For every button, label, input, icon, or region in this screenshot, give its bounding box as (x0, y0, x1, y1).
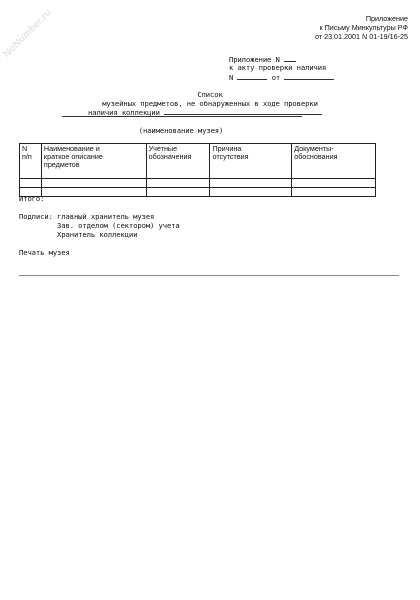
watermark: NoNumber.ru (1, 7, 54, 60)
col-header-reason: Причина отсутствия (210, 144, 292, 179)
table-header-row (20, 144, 376, 179)
museum-caption: (наименование музея) (138, 126, 224, 135)
table-row (20, 179, 376, 188)
document-header (315, 14, 408, 41)
table-cell (210, 188, 292, 197)
act-number-field (237, 72, 267, 80)
col-header-description: Наименование и краткое описание предметов (41, 144, 146, 179)
collection-name-field (164, 107, 322, 115)
collection-label: наличия коллекции (88, 108, 160, 117)
title-subtitle: музейных предметов, не обнаруженных в ходе проверки (102, 99, 318, 108)
totals-label: Итого: (19, 194, 45, 203)
table-cell (146, 179, 210, 188)
act-reference: к акту проверки наличия (229, 63, 327, 72)
table-cell (292, 188, 376, 197)
appendix-number-field (284, 54, 296, 62)
table-cell (41, 188, 146, 197)
table-row (20, 188, 376, 197)
bottom-divider (19, 275, 399, 276)
signature-head-of-accounting: Зав. отделом (сектором) учета (19, 221, 180, 230)
header-line: к Письму Минкультуры РФ (319, 23, 408, 32)
museum-name-line (62, 116, 302, 117)
col-header-documents: Документы- обоснования (292, 144, 376, 179)
appendix-block (229, 54, 334, 81)
signature-chief-keeper: Подписи: главный хранитель музея (19, 212, 155, 221)
table-cell (20, 179, 42, 188)
signature-collection-keeper: Хранитель коллекции (19, 230, 138, 239)
header-line: Приложение (365, 14, 408, 23)
act-number-label: N (229, 73, 234, 82)
appendix-label: Приложение N (229, 55, 280, 64)
museum-seal-label: Печать музея (19, 248, 70, 257)
table-cell (41, 179, 146, 188)
title-heading: Список (197, 90, 223, 99)
act-date-label: от (271, 73, 281, 82)
table-cell (210, 179, 292, 188)
col-header-number: N п/п (20, 144, 42, 179)
col-header-accounting: Учетные обозначения (146, 144, 210, 179)
table-cell (292, 179, 376, 188)
missing-items-table (19, 143, 376, 197)
header-line: от 23.01.2001 N 01-19/16-25 (314, 32, 408, 41)
act-date-field (284, 72, 334, 80)
signatures-block (19, 212, 180, 239)
table-cell (146, 188, 210, 197)
list-title (0, 90, 420, 108)
